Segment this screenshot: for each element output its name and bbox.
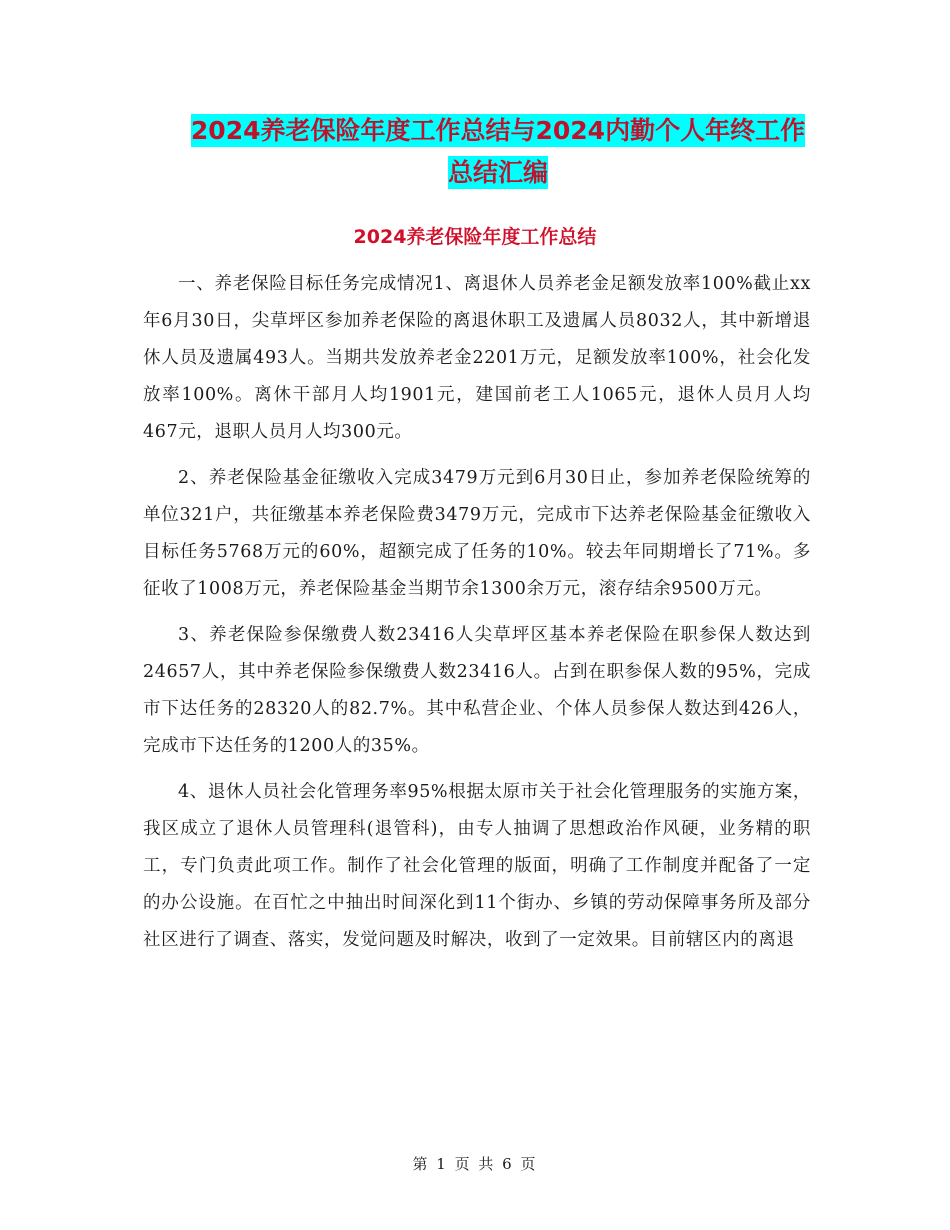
page-footer: 第 1 页 共 6 页 — [412, 1155, 538, 1173]
paragraph-3: 3、养老保险参保缴费人数23416人尖草坪区基本养老保险在职参保人数达到24657人，其中养老保险参保缴费人数23416人。占到在职参保人数的95%，完成市下达任务的28320人的82.7%。其中私营企业、个体人员参保人数达到426人，完成市下达任务的1200人的35%。 — [143, 625, 811, 756]
section-title: 2024养老保险年度工作总结 — [353, 226, 597, 248]
paragraph-1: 一、养老保险目标任务完成情况1、离退休人员养老金足额发放率100%截止xx年6月30日，尖草坪区参加养老保险的离退休职工及遗属人员8032人，其中新增退休人员及遗属493人。当期共发放养老金2201万元，足额发放率100%，社会化发放率100%。离休干部月人均1901元，建国前老工人1065元，退休人员月人均467元，退职人员月人均300元。 — [143, 274, 811, 442]
document-title — [140, 110, 856, 194]
document-title-line-1: 2024养老保险年度工作总结与2024内勤个人年终工作 — [190, 116, 806, 145]
document-title-line-2: 总结汇编 — [447, 158, 548, 187]
paragraph-2: 2、养老保险基金征缴收入完成3479万元到6月30日止，参加养老保险统筹的单位321户，共征缴基本养老保险费3479万元，完成市下达养老保险基金征缴收入目标任务5768万元的60%，超额完成了任务的10%。较去年同期增长了71%。多征收了1008万元，养老保险基金当期节余1300余万元，滚存结余9500万元。 — [143, 468, 811, 599]
paragraph-4: 4、退休人员社会化管理务率95%根据太原市关于社会化管理服务的实施方案，我区成立了退休人员管理科(退管科)，由专人抽调了思想政治作风硬，业务精的职工，专门负责此项工作。制作了社会化管理的版面，明确了工作制度并配备了一定的办公设施。在百忙之中抽出时间深化到11个街办、乡镇的劳动保障事务所及部分社区进行了调查、落实，发觉问题及时解决，收到了一定效果。目前辖区内的离退 — [143, 782, 811, 950]
document-body — [143, 266, 811, 968]
